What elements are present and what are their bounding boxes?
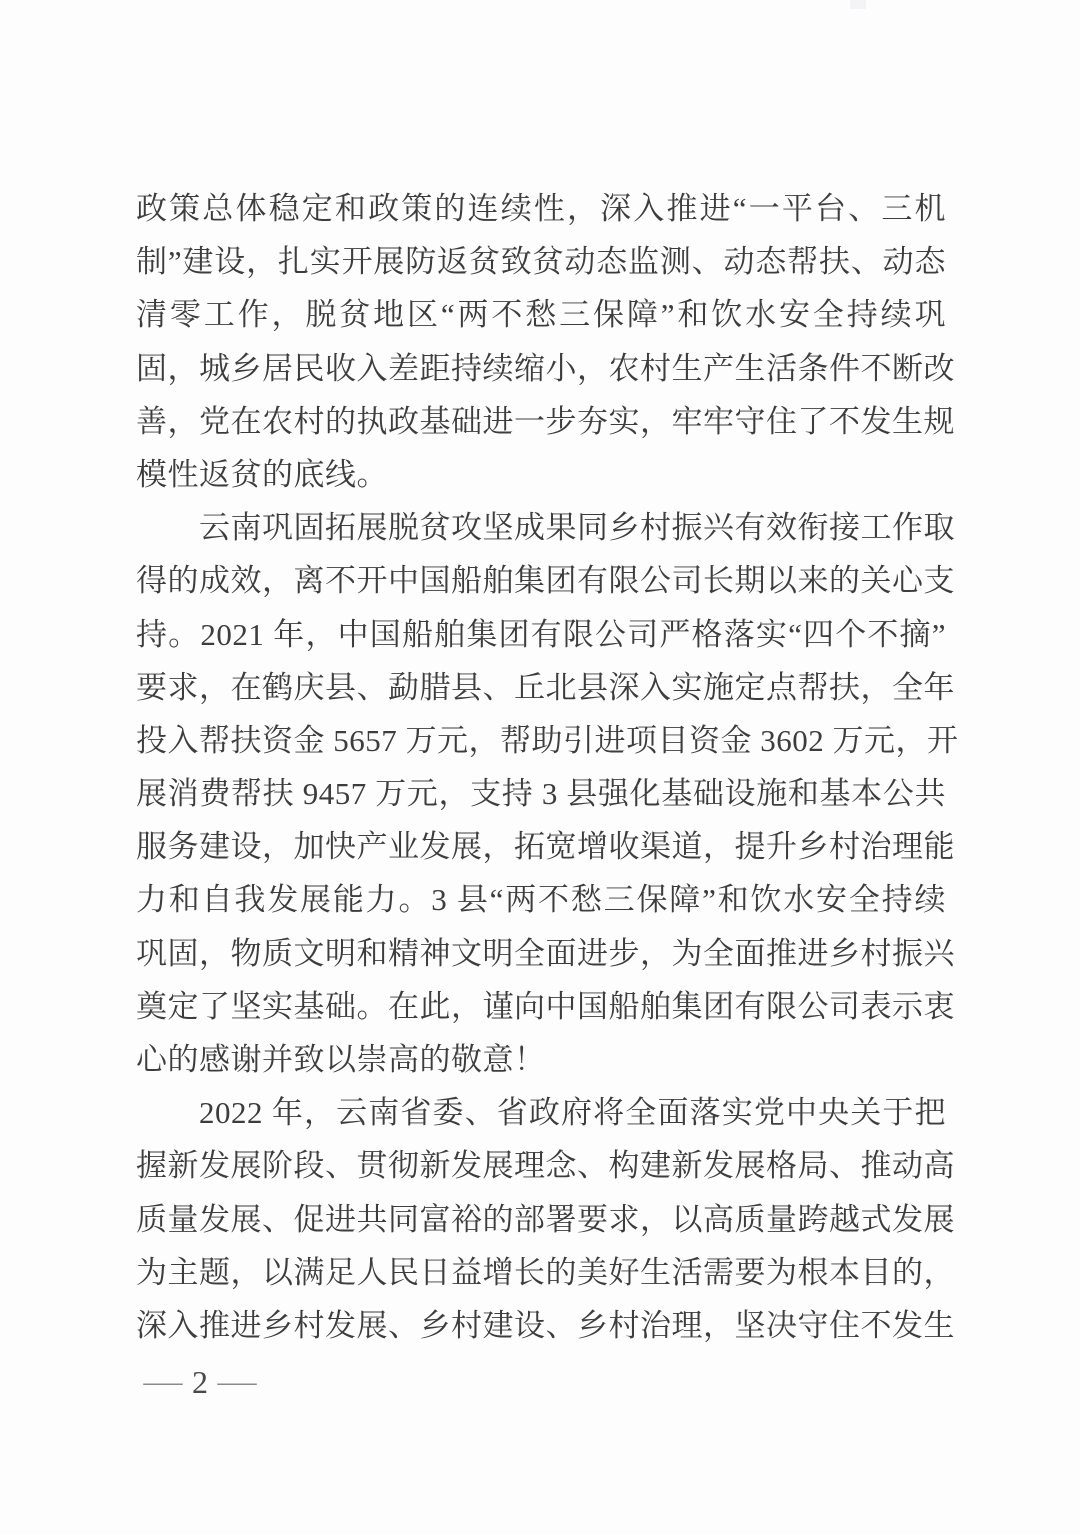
text-line: 奠定了坚实基础。在此，谨向中国船舶集团有限公司表示衷 <box>136 988 955 1024</box>
text-line: 制”建设，扎实开展防返贫致贫动态监测、动态帮扶、动态 <box>136 244 946 280</box>
text-line: 善，党在农村的执政基础进一步夯实，牢牢守住了不发生规 <box>136 403 955 439</box>
text-line: 模性返贫的底线。 <box>136 456 388 492</box>
text-line: 2022 年，云南省委、省政府将全面落实党中央关于把 <box>199 1095 946 1131</box>
text-line: 握新发展阶段、贯彻新发展理念、构建新发展格局、推动高 <box>136 1148 955 1184</box>
text-line: 为主题，以满足人民日益增长的美好生活需要为根本目的， <box>136 1254 955 1290</box>
text-line: 深入推进乡村发展、乡村建设、乡村治理，坚决守住不发生 <box>136 1307 955 1343</box>
text-line: 心的感谢并致以崇高的敬意！ <box>136 1042 546 1077</box>
text-line: 得的成效，离不开中国船舶集团有限公司长期以来的关心支 <box>136 563 955 599</box>
scan-artifact <box>850 0 866 9</box>
text-line: 持。2021 年，中国船舶集团有限公司严格落实“四个不摘” <box>136 616 946 652</box>
text-line: 力和自我发展能力。3 县“两不愁三保障”和饮水安全持续 <box>136 882 946 918</box>
footer-dash-left: — <box>143 1365 183 1398</box>
text-line: 政策总体稳定和政策的连续性，深入推进“一平台、三机 <box>136 191 946 226</box>
text-line: 服务建设，加快产业发展，拓宽增收渠道，提升乡村治理能 <box>136 829 955 865</box>
text-line: 要求，在鹤庆县、勐腊县、丘北县深入实施定点帮扶，全年 <box>136 669 955 705</box>
text-line: 质量发展、促进共同富裕的部署要求，以高质量跨越式发展 <box>136 1201 955 1237</box>
document-body <box>136 182 959 1352</box>
text-line: 云南巩固拓展脱贫攻坚成果同乡村振兴有效衔接工作取 <box>199 510 955 546</box>
footer-dash-right: — <box>217 1365 257 1398</box>
text-line: 投入帮扶资金 5657 万元，帮助引进项目资金 3602 万元，开 <box>136 722 959 758</box>
text-line: 清零工作，脱贫地区“两不愁三保障”和饮水安全持续巩 <box>136 297 946 333</box>
text-line: 固，城乡居民收入差距持续缩小，农村生产生活条件不断改 <box>136 350 955 386</box>
text-line: 巩固，物质文明和精神文明全面进步，为全面推进乡村振兴 <box>136 935 955 971</box>
text-line: 展消费帮扶 9457 万元，支持 3 县强化基础设施和基本公共 <box>136 776 946 812</box>
page-footer <box>143 1362 257 1402</box>
page-number: 2 <box>192 1363 208 1400</box>
